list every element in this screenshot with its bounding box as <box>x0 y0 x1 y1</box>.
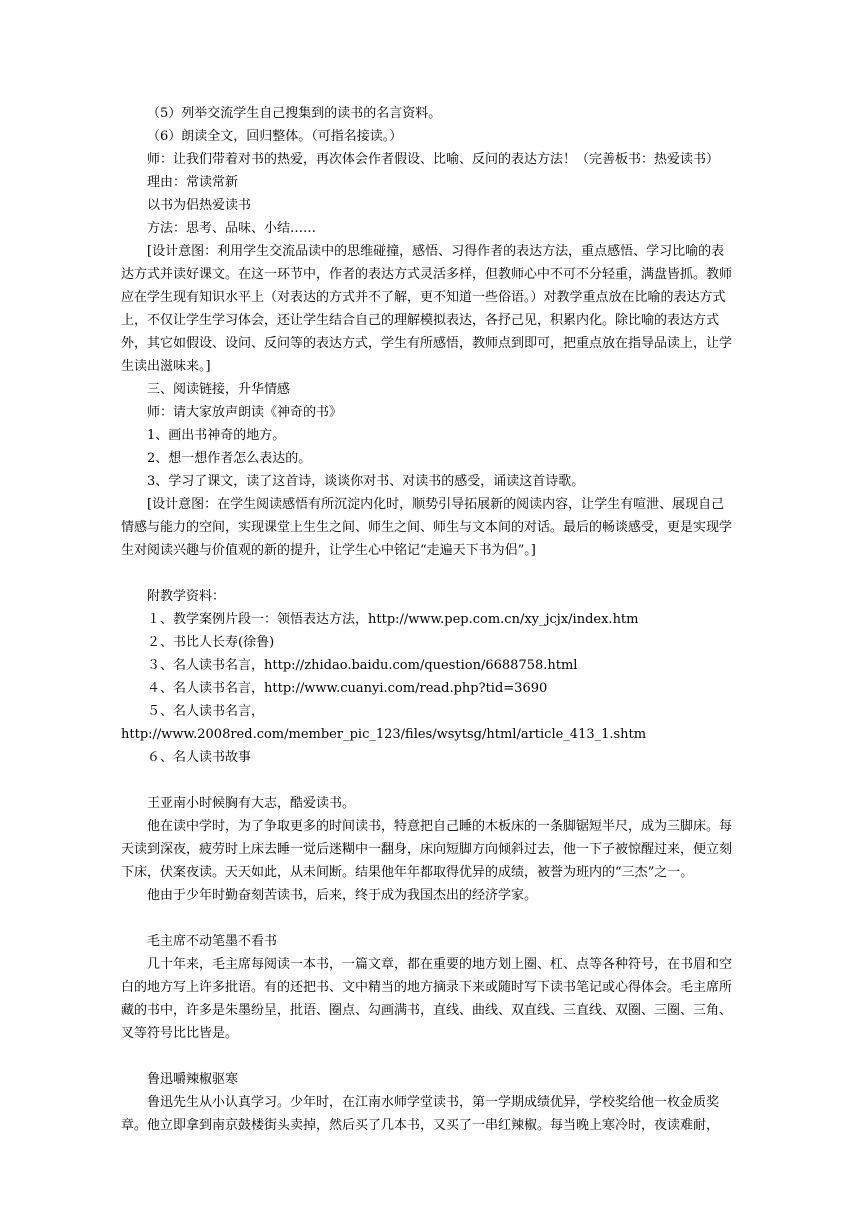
teacher-instruction: 师：请大家放声朗读《神奇的书》 <box>147 405 343 420</box>
design-intent-paragraph-2: [设计意图：在学生阅读感悟有所沉淀内化时，顺势引导拓展新的阅读内容，让学生有喧泄、展现自己情感与能力的空间，实现课堂上生生之间、师生之间、师生与文本间的对话。最后的畅谈感受，更是实现学生对阅读兴趣与价值观的新的提升，让学生心中铭记“走遍天下书为侣”。] <box>121 497 733 558</box>
appendix-item-5: ５、名人读书名言，http://www.2008red.com/member_pic_123/files/wsytsg/html/article_413_1.shtm <box>121 704 647 742</box>
board-title: 以书为侣热爱读书 <box>147 198 252 213</box>
list-step-5: （5）列举交流学生自己搜集到的读书的名言资料。 <box>147 106 442 121</box>
spacer <box>121 562 737 585</box>
document-body <box>121 102 737 1137</box>
board-method: 方法：思考、品味、小结…… <box>147 221 317 236</box>
list-step-6: （6）朗读全文，回归整体。（可指名接读。） <box>147 129 403 144</box>
appendix-item-6: ６、名人读书故事 <box>147 750 252 765</box>
spacer <box>121 769 737 792</box>
board-reason: 理由：常读常新 <box>147 175 239 190</box>
story-ending-wang: 他由于少年时勤奋刻苦读书，后来，终于成为我国杰出的经济学家。 <box>147 888 538 903</box>
teacher-line: 师：让我们带着对书的热爱，再次体会作者假设、比喻、反问的表达方法！（完善板书：热爱读书） <box>147 152 720 167</box>
spacer <box>121 907 737 930</box>
task-item-3: 3、学习了课文，读了这首诗，谈谈你对书、对读书的感受，诵读这首诗歌。 <box>147 474 585 489</box>
task-item-2: 2、想一想作者怎么表达的。 <box>147 451 312 466</box>
appendix-item-3: ３、名人读书名言，http://zhidao.baidu.com/question/6688758.html <box>147 658 578 673</box>
section-heading-3: 三、阅读链接，升华情感 <box>147 382 291 397</box>
task-item-1: 1、画出书神奇的地方。 <box>147 428 286 443</box>
appendix-heading: 附教学资料： <box>147 589 226 604</box>
appendix-item-4: ４、名人读书名言，http://www.cuanyi.com/read.php?tid=3690 <box>147 681 548 696</box>
story-body-mao: 几十年来，毛主席每阅读一本书，一篇文章，都在重要的地方划上圈、杠、点等各种符号，在书眉和空白的地方写上许多批语。有的还把书、文中精当的地方摘录下来或随时写下读书笔记或心得体会。毛主席所藏的书中，许多是朱墨纷呈，批语、圈点、勾画满书，直线、曲线、双直线、三直线、双圈、三圈、三角、叉等符号比比皆是。 <box>121 957 733 1041</box>
story-body-luxun: 鲁迅先生从小认真学习。少年时，在江南水师学堂读书，第一学期成绩优异，学校奖给他一枚金质奖章。他立即拿到南京鼓楼街头卖掉，然后买了几本书，又买了一串红辣椒。每当晚上寒冷时，夜读难耐， <box>121 1095 720 1133</box>
appendix-item-2: ２、书比人长寿(徐鲁) <box>147 635 275 650</box>
story-title-wang: 王亚南小时候胸有大志，酷爱读书。 <box>147 796 356 811</box>
spacer <box>121 1045 737 1068</box>
appendix-item-1: １、教学案例片段一：领悟表达方法，http://www.pep.com.cn/xy_jcjx/index.htm <box>147 612 639 627</box>
story-body-wang: 他在读中学时，为了争取更多的时间读书，特意把自己睡的木板床的一条脚锯短半尺，成为三脚床。每天读到深夜，疲劳时上床去睡一觉后迷糊中一翻身，床向短脚方向倾斜过去，他一下子被惊醒过来，便立刻下床，伏案夜读。天天如此，从未间断。结果他年年都取得优异的成绩，被誉为班内的“三杰”之一。 <box>121 819 733 880</box>
design-intent-paragraph: [设计意图：利用学生交流品读中的思维碰撞，感悟、习得作者的表达方法，重点感悟、学习比喻的表达方式并读好课文。在这一环节中，作者的表达方式灵活多样，但教师心中不可不分轻重，满盘皆抓。教师应在学生现有知识水平上（对表达的方式并不了解，更不知道一些俗语。）对教学重点放在比喻的表达方式上，不仅让学生学习体会，还让学生结合自己的理解模拟表达，各抒己见，积累内化。除比喻的表达方式外，其它如假设、设问、反问等的表达方式，学生有所感悟，教师点到即可，把重点放在指导品读上，让学生读出滋味来。] <box>121 244 733 374</box>
story-title-luxun: 鲁迅嚼辣椒驱寒 <box>147 1072 239 1087</box>
story-title-mao: 毛主席不动笔墨不看书 <box>147 934 278 949</box>
